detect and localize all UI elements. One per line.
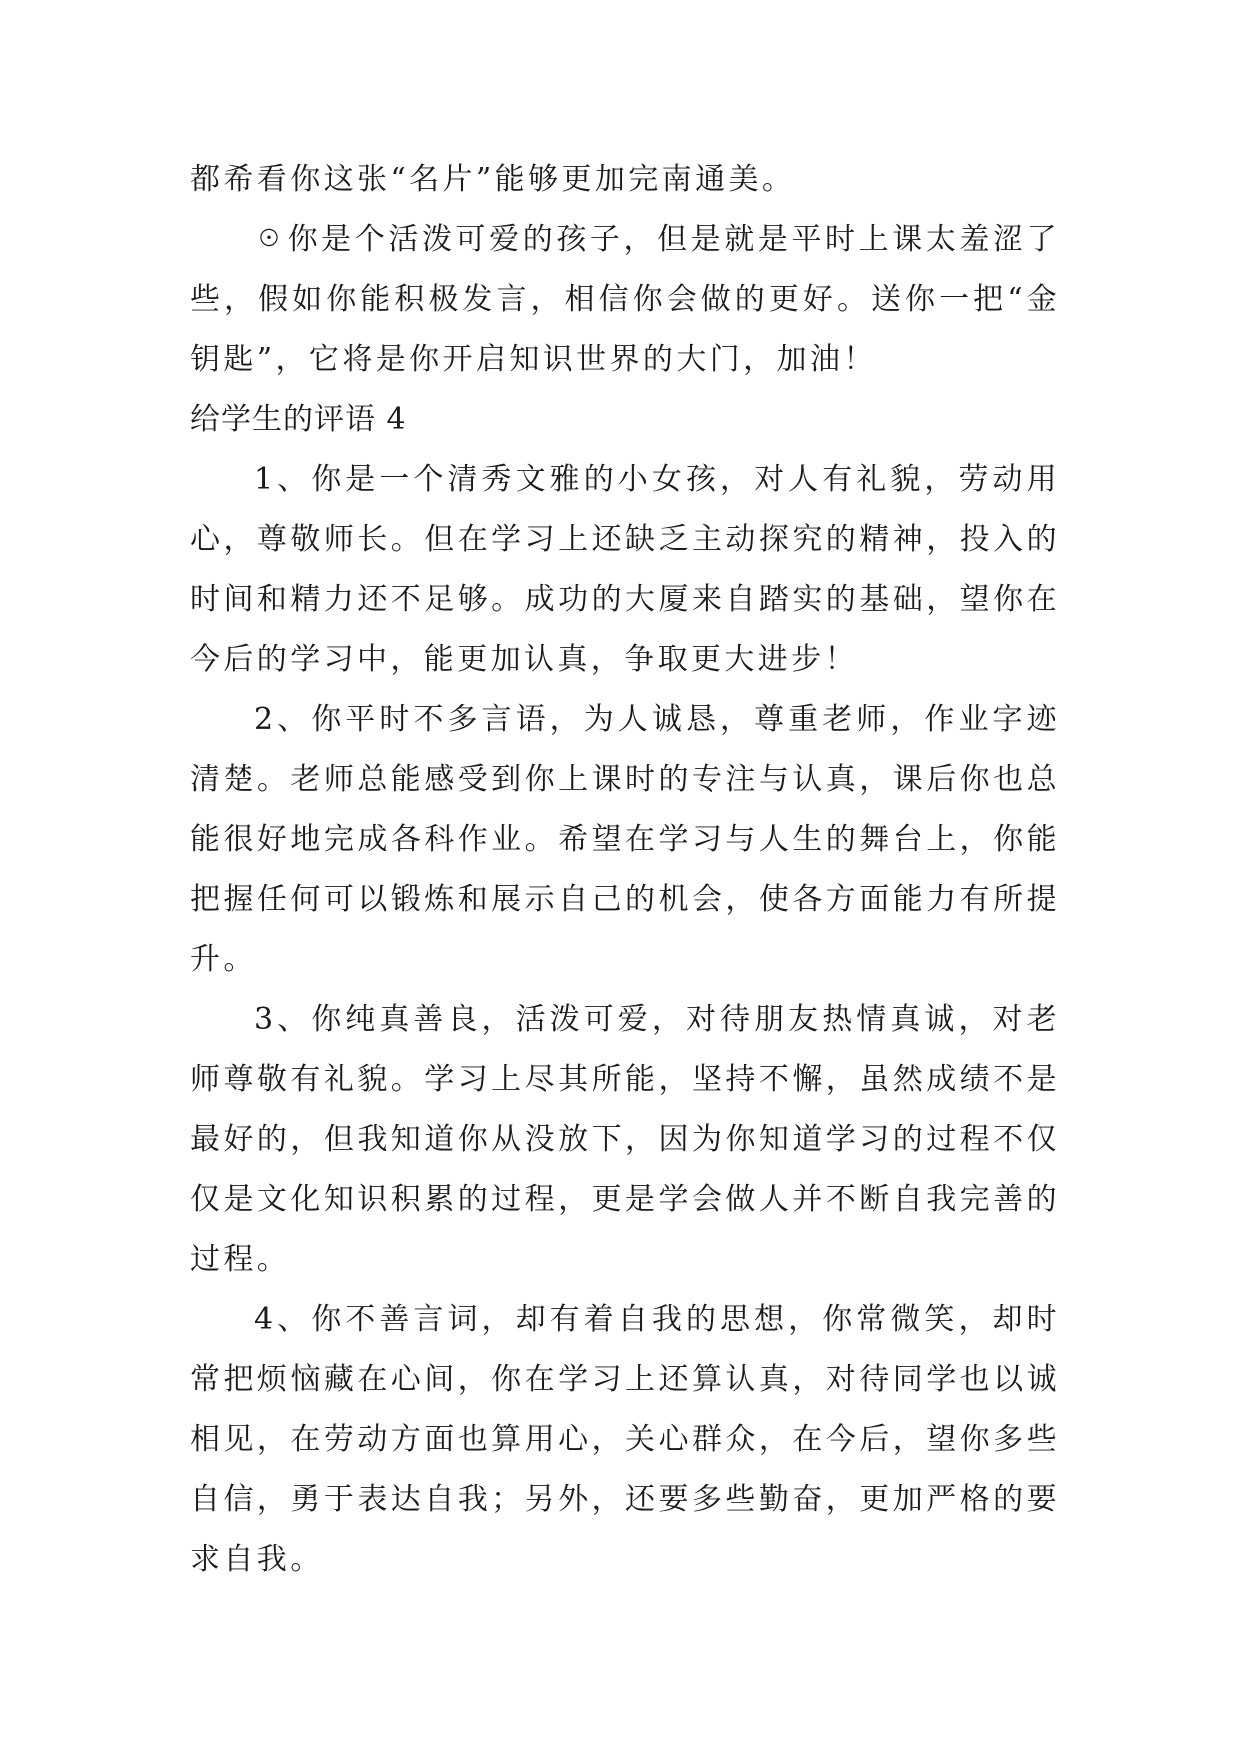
continuation-paragraph: 都希看你这张“名片”能够更加完南通美。 [190, 162, 796, 197]
section-title: 给学生的评语 4 [190, 402, 407, 437]
comment-item-4: 4、你不善言词，却有着自我的思想，你常微笑，却时常把烦恼藏在心间，你在学习上还算认真，对待同学也以诚相见，在劳动方面也算用心，关心群众，在今后，望你多些自信，勇于表达自我；另外，还要多些勤奋，更加严格的要求自我。 [190, 1302, 1060, 1577]
comment-item-1: 1、你是一个清秀文雅的小女孩，对人有礼貌，劳动用心，尊敬师长。但在学习上还缺乏主动探究的精神，投入的时间和精力还不足够。成功的大厦来自踏实的基础，望你在今后的学习中，能更加认真，争取更大进步！ [190, 462, 1060, 677]
previous-comment-paragraph: ☉你是个活泼可爱的孩子，但是就是平时上课太羞涩了些，假如你能积极发言，相信你会做的更好。送你一把“金钥匙”，它将是你开启知识世界的大门，加油！ [190, 222, 1060, 377]
comment-item-2: 2、你平时不多言语，为人诚恳，尊重老师，作业字迹清楚。老师总能感受到你上课时的专注与认真，课后你也总能很好地完成各科作业。希望在学习与人生的舞台上，你能把握任何可以锻炼和展示自己的机会，使各方面能力有所提升。 [190, 702, 1060, 977]
document-page [190, 150, 1060, 1590]
comment-item-3: 3、你纯真善良，活泼可爱，对待朋友热情真诚，对老师尊敬有礼貌。学习上尽其所能，坚持不懈，虽然成绩不是最好的，但我知道你从没放下，因为你知道学习的过程不仅仅是文化知识积累的过程，更是学会做人并不断自我完善的过程。 [190, 1002, 1060, 1277]
